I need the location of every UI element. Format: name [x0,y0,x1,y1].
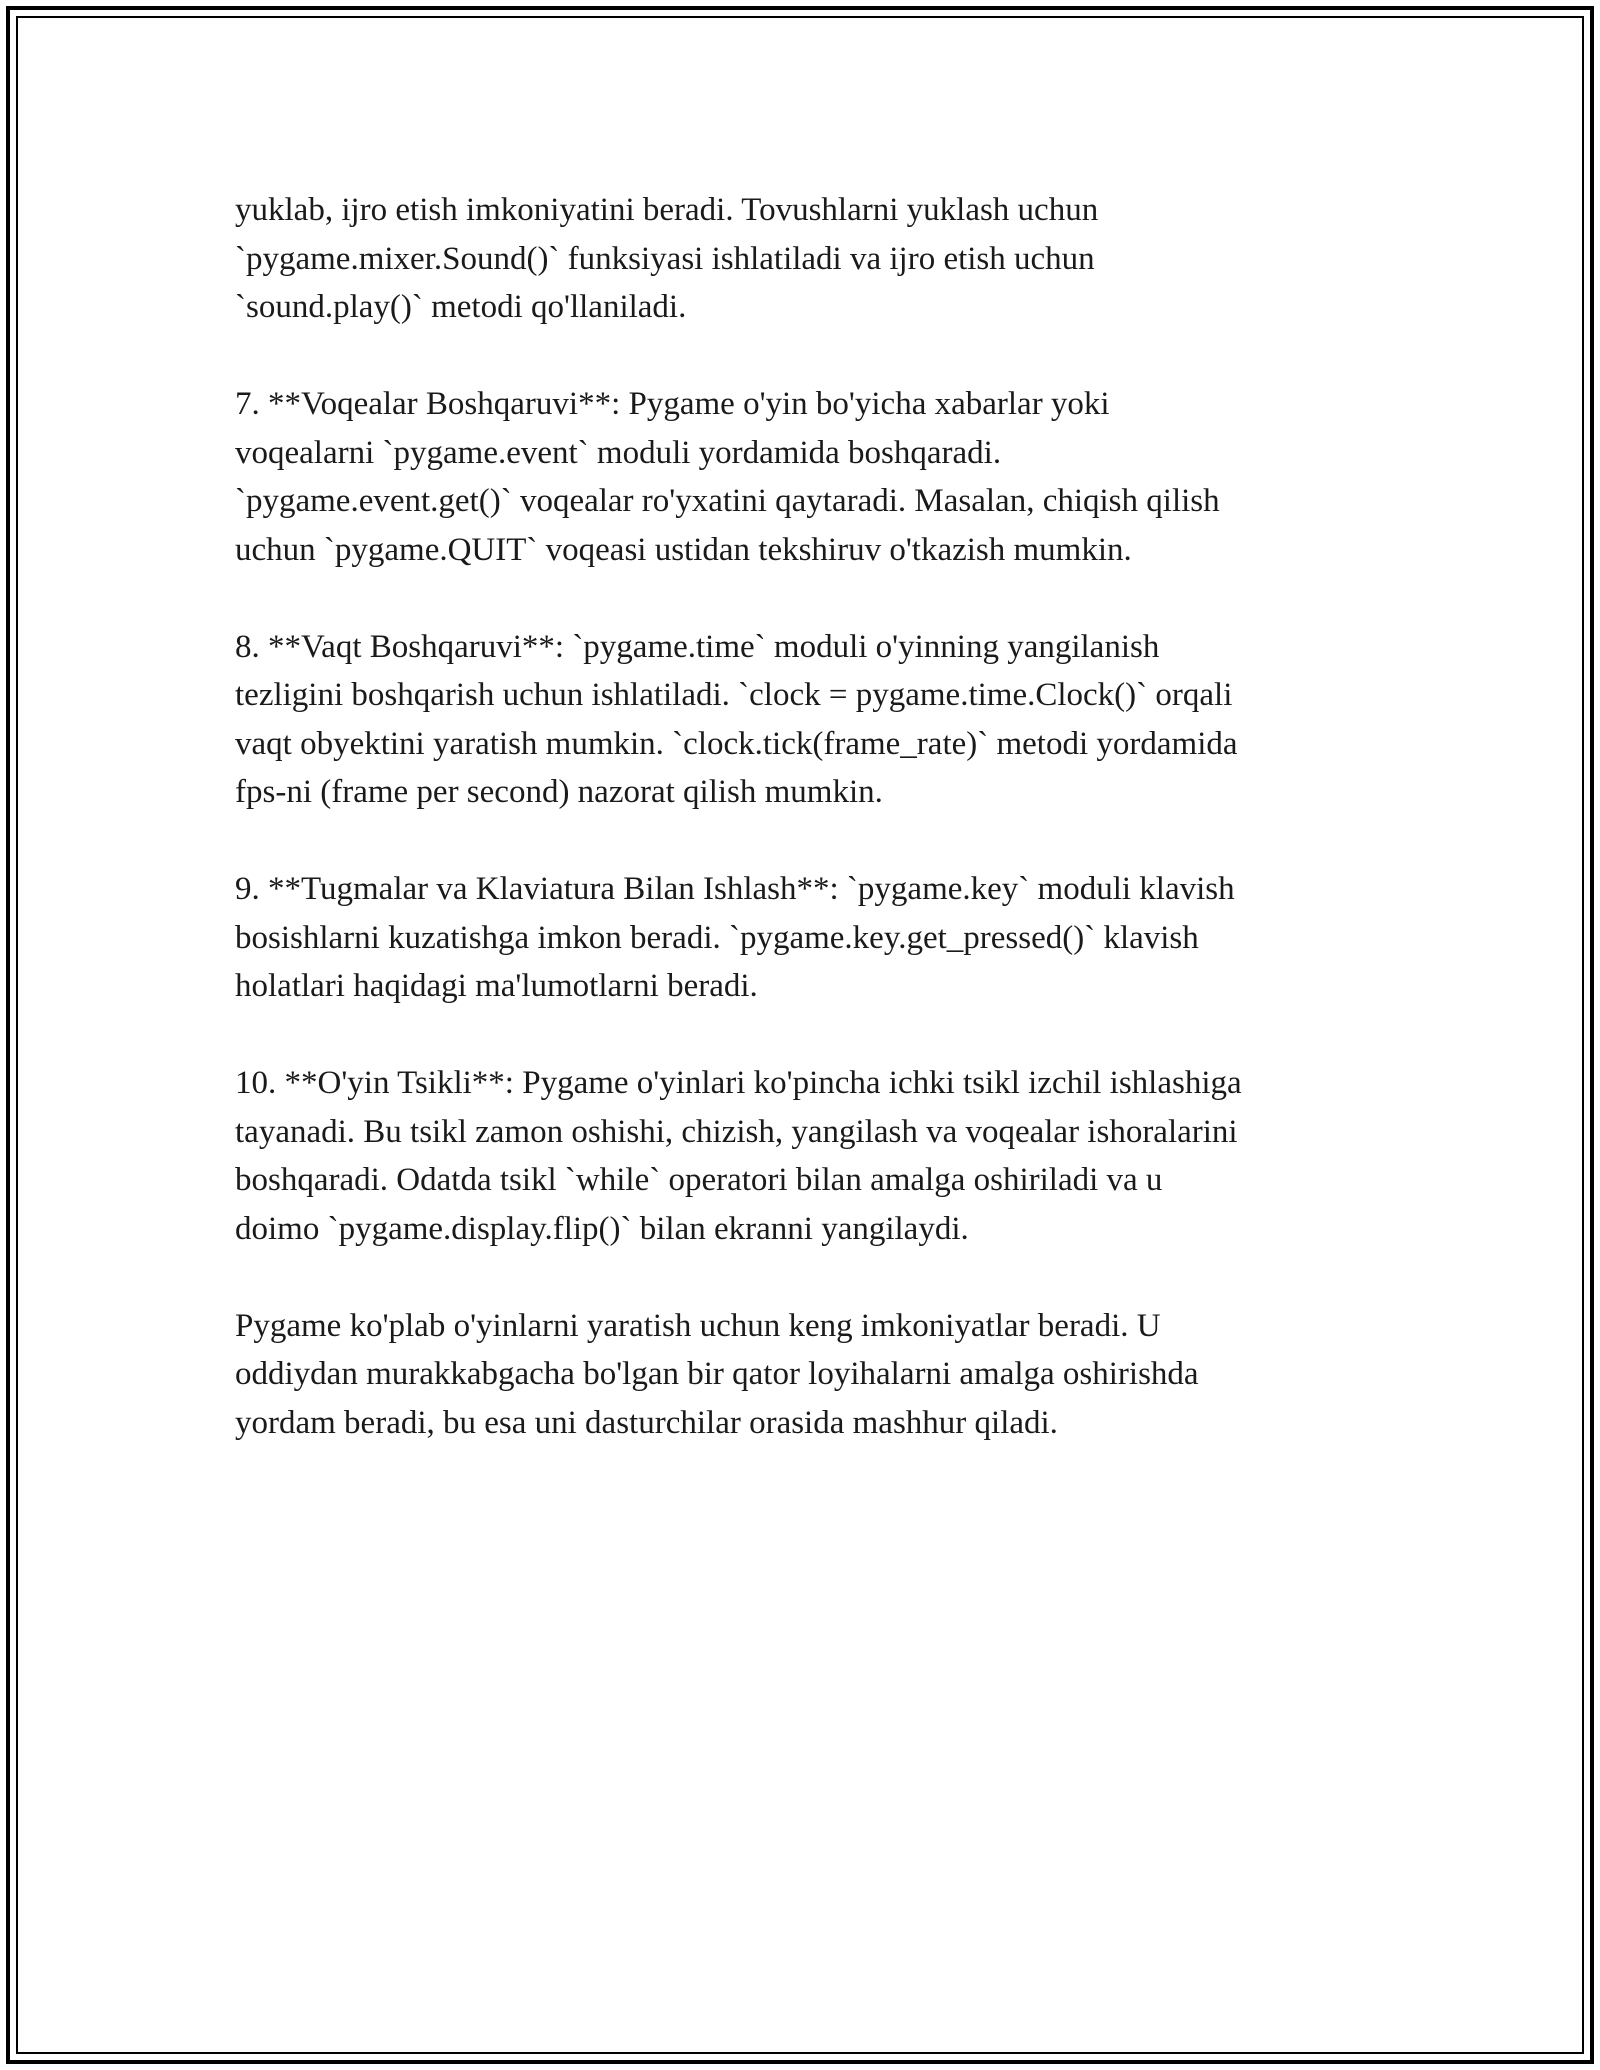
text-line: yordam beradi, bu esa uni dasturchilar orasida mashhur qiladi. [235,1404,1058,1441]
text-line: tezligini boshqarish uchun ishlatiladi. `clock = pygame.time.Clock()` orqali [235,677,1233,713]
text-line: `pygame.event.get()` voqealar ro'yxatini qaytaradi. Masalan, chiqish qilish [235,483,1220,519]
paragraph-conclusion [235,1302,1385,1448]
text-line: voqealarni `pygame.event` moduli yordamida boshqaradi. [235,434,1002,471]
text-line: 7. **Voqealar Boshqaruvi**: Pygame o'yin bo'yicha xabarlar yoki [235,386,1110,422]
paragraph-sound-continued [235,186,1385,332]
text-line: holatlari haqidagi ma'lumotlarni beradi. [235,968,758,1004]
text-line: tayanadi. Bu tsikl zamon oshishi, chizish, yangilash va voqealar ishoralarini [235,1113,1238,1150]
text-line: Pygame ko'plab o'yinlarni yaratish uchun keng imkoniyatlar beradi. U [235,1307,1161,1344]
paragraph-keyboard [235,865,1385,1011]
paragraph-time-control [235,623,1385,817]
paragraph-game-loop [235,1059,1385,1253]
text-line: 9. **Tugmalar va Klaviatura Bilan Ishlash**: `pygame.key` moduli klavish [235,871,1235,907]
text-line: doimo `pygame.display.flip()` bilan ekranni yangilaydi. [235,1210,969,1247]
text-line: `pygame.mixer.Sound()` funksiyasi ishlatiladi va ijro etish uchun [235,240,1095,277]
text-line: 10. **O'yin Tsikli**: Pygame o'yinlari ko'pincha ichki tsikl izchil ishlashiga [235,1065,1242,1101]
text-line: `sound.play()` metodi qo'llaniladi. [235,289,687,325]
text-line: bosishlarni kuzatishga imkon beradi. `pygame.key.get_pressed()` klavish [235,919,1199,956]
text-line: boshqaradi. Odatda tsikl `while` operatori bilan amalga oshiriladi va u [235,1162,1163,1198]
paragraph-event-handling [235,380,1385,574]
text-line: oddiydan murakkabgacha bo'lgan bir qator loyihalarni amalga oshirishda [235,1356,1199,1392]
text-line: vaqt obyektini yaratish mumkin. `clock.tick(frame_rate)` metodi yordamida [235,725,1238,762]
text-line: yuklab, ijro etish imkoniyatini beradi. Tovushlarni yuklash uchun [235,192,1099,228]
text-line: 8. **Vaqt Boshqaruvi**: `pygame.time` moduli o'yinning yangilanish [235,628,1160,665]
text-line: fps-ni (frame per second) nazorat qilish mumkin. [235,774,883,810]
document-body [235,186,1385,1496]
text-line: uchun `pygame.QUIT` voqeasi ustidan tekshiruv o'tkazish mumkin. [235,531,1132,568]
